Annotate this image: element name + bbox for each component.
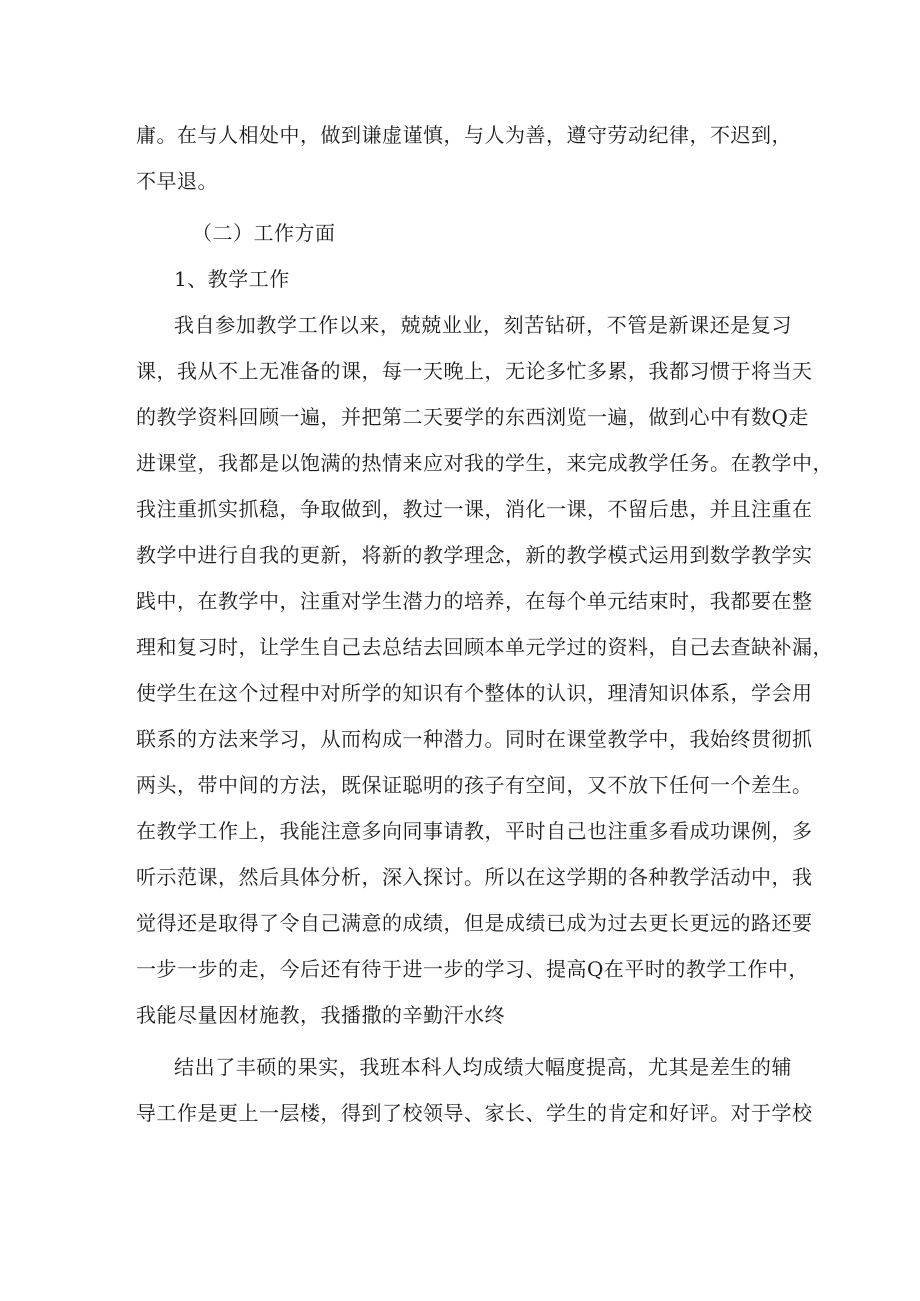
text-line: 课，我从不上无准备的课，每一天晚上，无论多忙多累，我都习惯于将当天: [136, 359, 813, 383]
text-line: 的教学资料回顾一遍，并把第二天要学的东西浏览一遍，做到心中有数Q走: [136, 405, 809, 429]
text-line: 两头，带中间的方法，既保证聪明的孩子有空间，又不放下任何一个差生。: [136, 773, 813, 797]
text-line: 庸。在与人相处中，做到谦虚谨慎，与人为善，遵守劳动纪律，不迟到，: [136, 123, 792, 147]
text-line: 导工作是更上一层楼，得到了校领导、家长、学生的肯定和好评。对于学校: [136, 1101, 813, 1125]
text-line: 在教学工作上，我能注意多向同事请教，平时自己也注重多看成功课例，多: [136, 819, 813, 843]
text-line: 不早退。: [136, 169, 218, 193]
paragraph-first-line: 我自参加教学工作以来，兢兢业业，刻苦钻研，不管是新课还是复习: [174, 313, 792, 337]
text-line: 理和复习时，让学生自己去总结去回顾本单元学过的资料，自己去查缺补漏，: [136, 635, 833, 659]
text-line: 进课堂，我都是以饱满的热情来应对我的学生，来完成教学任务。在教学中，: [136, 451, 833, 475]
text-line: 联系的方法来学习，从而构成一种潜力。同时在课堂教学中，我始终贯彻抓: [136, 727, 813, 751]
text-line: 觉得还是取得了令自己满意的成绩，但是成绩已成为过去更长更远的路还要: [136, 911, 813, 935]
paragraph-first-line: 结出了丰硕的果实，我班本科人均成绩大幅度提高，尤其是差生的辅: [174, 1055, 792, 1079]
document-body: [136, 112, 833, 1136]
text-line: 我注重抓实抓稳，争取做到，教过一课，消化一课，不留后患，并且注重在: [136, 497, 813, 521]
text-line: 践中，在教学中，注重对学生潜力的培养，在每个单元结束时，我都要在整: [136, 589, 813, 613]
section-heading: （二）工作方面: [192, 221, 336, 245]
text-line: 我能尽量因材施教，我播撒的辛勤汗水终: [136, 1003, 505, 1027]
text-line: 使学生在这个过程中对所学的知识有个整体的认识，理清知识体系，学会用: [136, 681, 813, 705]
text-line: 听示范课，然后具体分析，深入探讨。所以在这学期的各种教学活动中，我: [136, 865, 813, 889]
subsection-heading: 1、教学工作: [174, 267, 290, 291]
text-line: 教学中进行自我的更新，将新的教学理念，新的教学模式运用到数学教学实: [136, 543, 813, 567]
text-line: 一步一步的走，今后还有待于进一步的学习、提高Q在平时的教学工作中，: [136, 957, 809, 981]
